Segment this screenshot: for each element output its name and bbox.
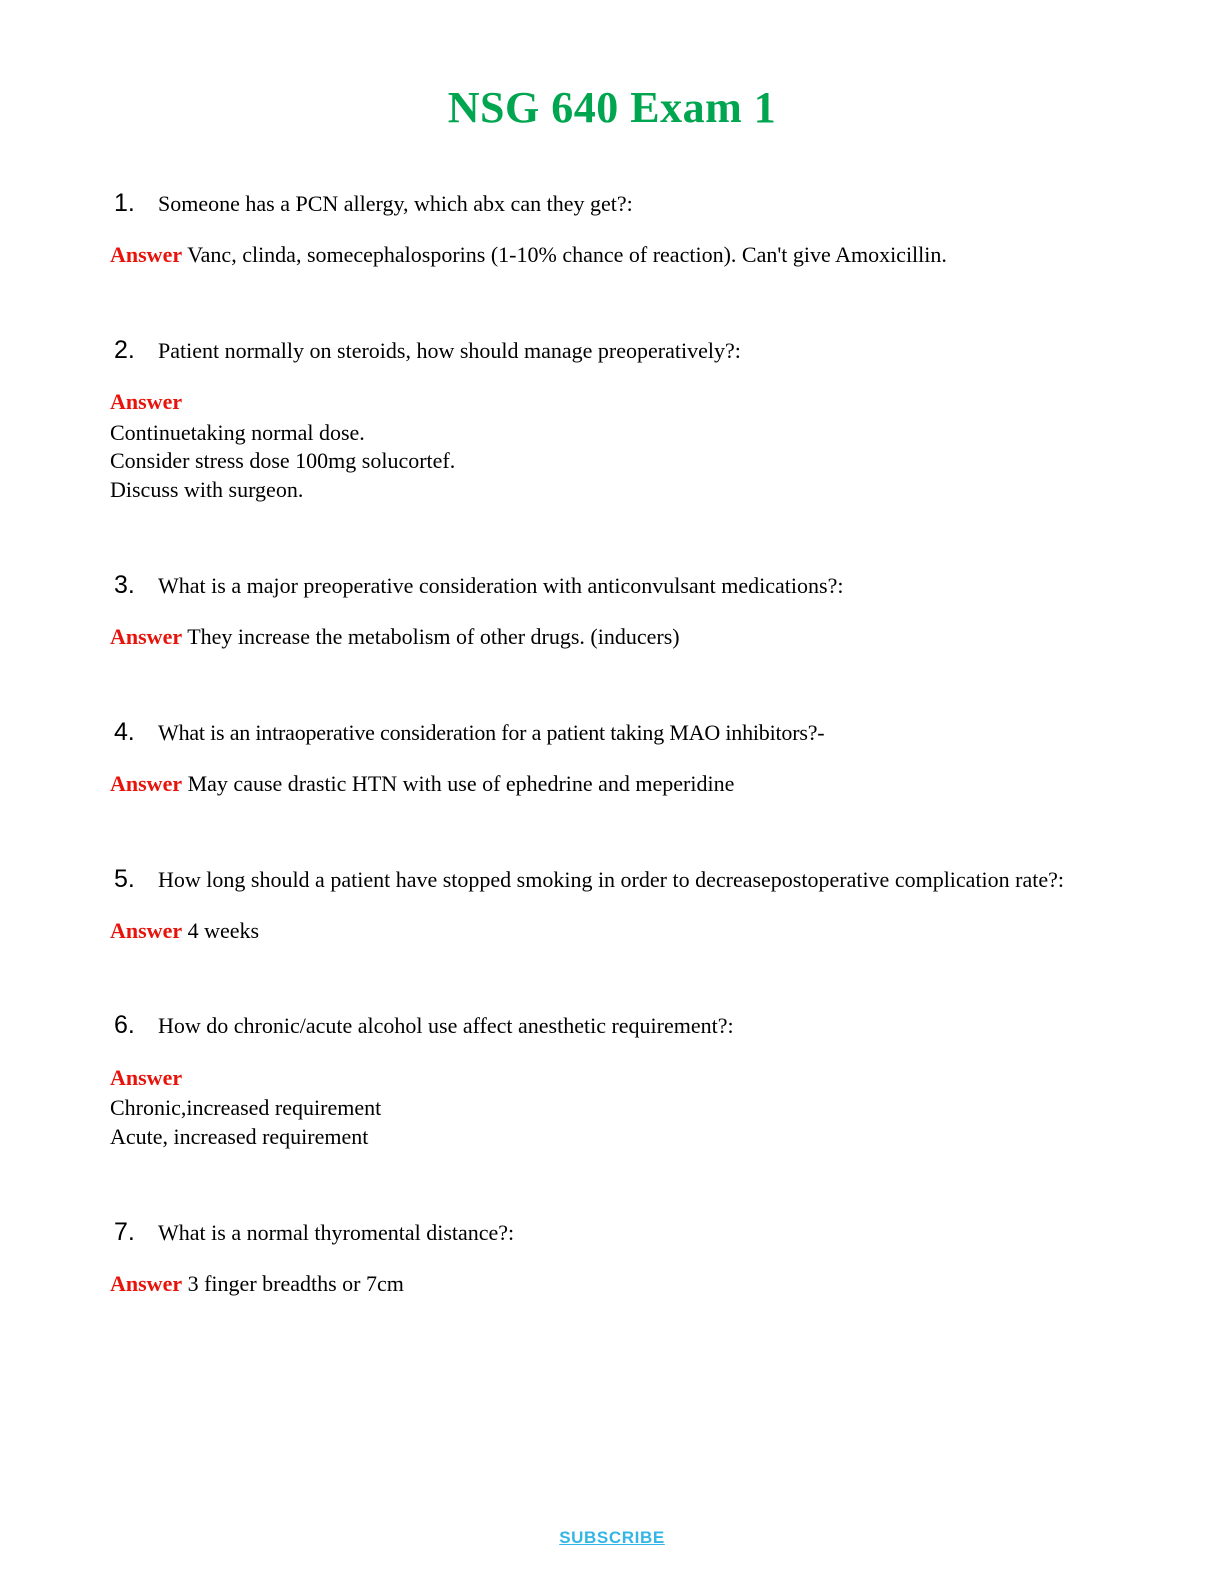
answer-text <box>110 419 1114 505</box>
question-number: 3. <box>114 570 135 599</box>
qa-item <box>110 336 1114 505</box>
answer-block <box>110 1063 1114 1152</box>
answer-text: 3 finger breadths or 7cm <box>187 1270 404 1296</box>
answer-block <box>110 1269 1114 1299</box>
question-number: 1. <box>114 189 135 217</box>
question-text <box>110 718 1114 747</box>
answer-label: Answer <box>110 242 183 268</box>
answer-label: Answer <box>110 623 183 649</box>
section-spacer <box>110 310 1114 336</box>
answer-block <box>110 387 1114 505</box>
answer-line: Discuss with surgeon. <box>110 477 304 503</box>
answer-block <box>110 240 1114 270</box>
subscribe-link[interactable]: SUBSCRIBE <box>559 1528 665 1547</box>
section-spacer <box>110 1192 1114 1218</box>
answer-label: Answer <box>110 1064 183 1090</box>
question-body: Someone has a PCN allergy, which abx can they get?: <box>158 191 633 216</box>
question-text <box>110 1218 1114 1247</box>
question-text <box>110 336 1114 365</box>
question-body: What is a major preoperative consideration with anticonvulsant medications?: <box>158 572 844 598</box>
answer-block <box>110 769 1114 799</box>
answer-label: Answer <box>110 1270 183 1296</box>
answer-line: Consider stress dose 100mg solucortef. <box>110 448 456 474</box>
question-body: Patient normally on steroids, how should manage preoperatively?: <box>158 337 741 363</box>
section-spacer <box>110 692 1114 718</box>
question-body: What is an intraoperative consideration for a patient taking MAO inhibitors?- <box>158 719 825 745</box>
answer-text: May cause drastic HTN with use of ephedrine and meperidine <box>187 770 735 796</box>
section-spacer <box>110 985 1114 1011</box>
section-spacer <box>110 545 1114 571</box>
question-number: 4. <box>114 717 135 746</box>
answer-label: Answer <box>110 770 183 796</box>
answer-text: They increase the metabolism of other drugs. (inducers) <box>187 623 680 649</box>
question-text <box>110 1011 1114 1040</box>
page-title: NSG 640 Exam 1 <box>447 83 777 132</box>
answer-text <box>110 1094 1114 1151</box>
section-spacer <box>110 839 1114 865</box>
question-number: 5. <box>114 864 135 893</box>
answer-text: 4 weeks <box>187 917 260 943</box>
question-text <box>110 189 1114 218</box>
question-body: How do chronic/acute alcohol use affect anesthetic requirement?: <box>158 1013 734 1039</box>
question-body: How long should a patient have stopped smoking in order to decreasepostoperative complication rate?: <box>158 866 1065 892</box>
answer-label: Answer <box>110 917 183 943</box>
qa-item <box>110 571 1114 652</box>
answer-line: Continuetaking normal dose. <box>110 419 365 445</box>
question-text <box>110 571 1114 600</box>
question-number: 7. <box>114 1217 135 1246</box>
answer-line: Chronic,increased requirement <box>110 1095 382 1121</box>
qa-item <box>110 1218 1114 1299</box>
qa-list <box>110 189 1114 1299</box>
answer-line: Acute, increased requirement <box>110 1124 369 1149</box>
question-text <box>110 865 1114 894</box>
answer-label: Answer <box>110 388 183 414</box>
answer-text: Vanc, clinda, somecephalosporins (1-10% chance of reaction). Can't give Amoxicillin. <box>187 242 947 268</box>
answer-block <box>110 622 1114 652</box>
answer-block <box>110 916 1114 946</box>
qa-item <box>110 1011 1114 1151</box>
qa-item <box>110 189 1114 270</box>
qa-item <box>110 865 1114 946</box>
question-number: 2. <box>114 335 135 364</box>
question-body: What is a normal thyromental distance?: <box>158 1219 515 1245</box>
qa-item <box>110 718 1114 799</box>
question-number: 6. <box>114 1011 135 1040</box>
